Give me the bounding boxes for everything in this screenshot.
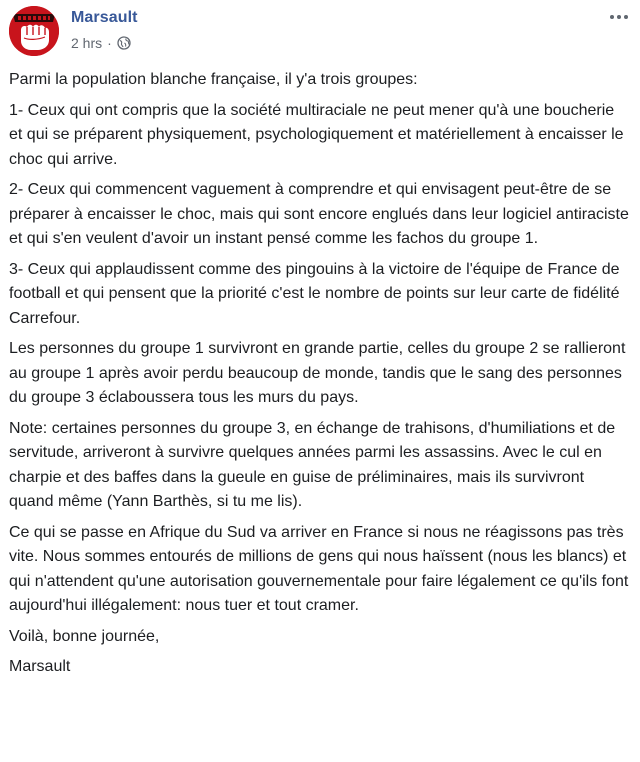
globe-icon[interactable] bbox=[117, 36, 131, 50]
post-paragraph: Ce qui se passe en Afrique du Sud va arriver en France si nous ne réagissons pas très vite. Nous sommes entourés de millions de gens qui nous haïssent (nous les blancs) et qui n'attendent qu'une autorisation gouvernementale pour faire légalement ce qu'ils font aujourd'hui illégalement: nous tuer et tout cramer. bbox=[9, 523, 629, 614]
meta-separator: · bbox=[107, 35, 112, 51]
fist-logo-icon bbox=[9, 6, 59, 56]
post-header bbox=[0, 0, 640, 62]
post-body bbox=[9, 68, 631, 686]
post-paragraph: Parmi la population blanche française, il y'a trois groupes: bbox=[9, 71, 418, 88]
author-name[interactable]: Marsault bbox=[71, 9, 138, 26]
post-meta bbox=[71, 35, 131, 51]
post-paragraph: Note: certaines personnes du groupe 3, en échange de trahisons, d'humiliations et de servitude, arriveront à survivre quelques années parmi les assassins. Avec le cul en charpie et des baffes dans la gueule en guise de préliminaires, mais ils survivront quand même (Yann Barthès, si tu me lis). bbox=[9, 419, 616, 510]
post-signature: Marsault bbox=[9, 658, 71, 675]
post-paragraph: 3- Ceux qui applaudissent comme des pingouins à la victoire de l'équipe de France de football et qui pensent que la priorité c'est le nombre de points sur leur carte de fidélité Carrefour. bbox=[9, 260, 620, 327]
post-paragraph: 2- Ceux qui commencent vaguement à comprendre et qui envisagent peut-être de se préparer à encaisser le choc, mais qui sont encore englués dans leur logiciel antiraciste et qui s'en veulent d'avoir un instant pensé comme les fachos du groupe 1. bbox=[9, 181, 629, 247]
post-paragraph: 1- Ceux qui ont compris que la société multiraciale ne peut mener qu'à une boucherie et qui se préparent physiquement, psychologiquement et matériellement à encaisser le choc qui arrive. bbox=[9, 101, 624, 168]
avatar[interactable] bbox=[9, 6, 59, 56]
post-timestamp[interactable]: 2 hrs bbox=[71, 35, 103, 51]
post-paragraph: Voilà, bonne journée, bbox=[9, 627, 160, 645]
more-options-icon[interactable] bbox=[608, 10, 630, 22]
post-paragraph: Les personnes du groupe 1 survivront en grande partie, celles du groupe 2 se rallieront au groupe 1 après avoir perdu beaucoup de monde, tandis que le sang des personnes du groupe 3 éclaboussera tous les murs du pays. bbox=[9, 340, 626, 406]
